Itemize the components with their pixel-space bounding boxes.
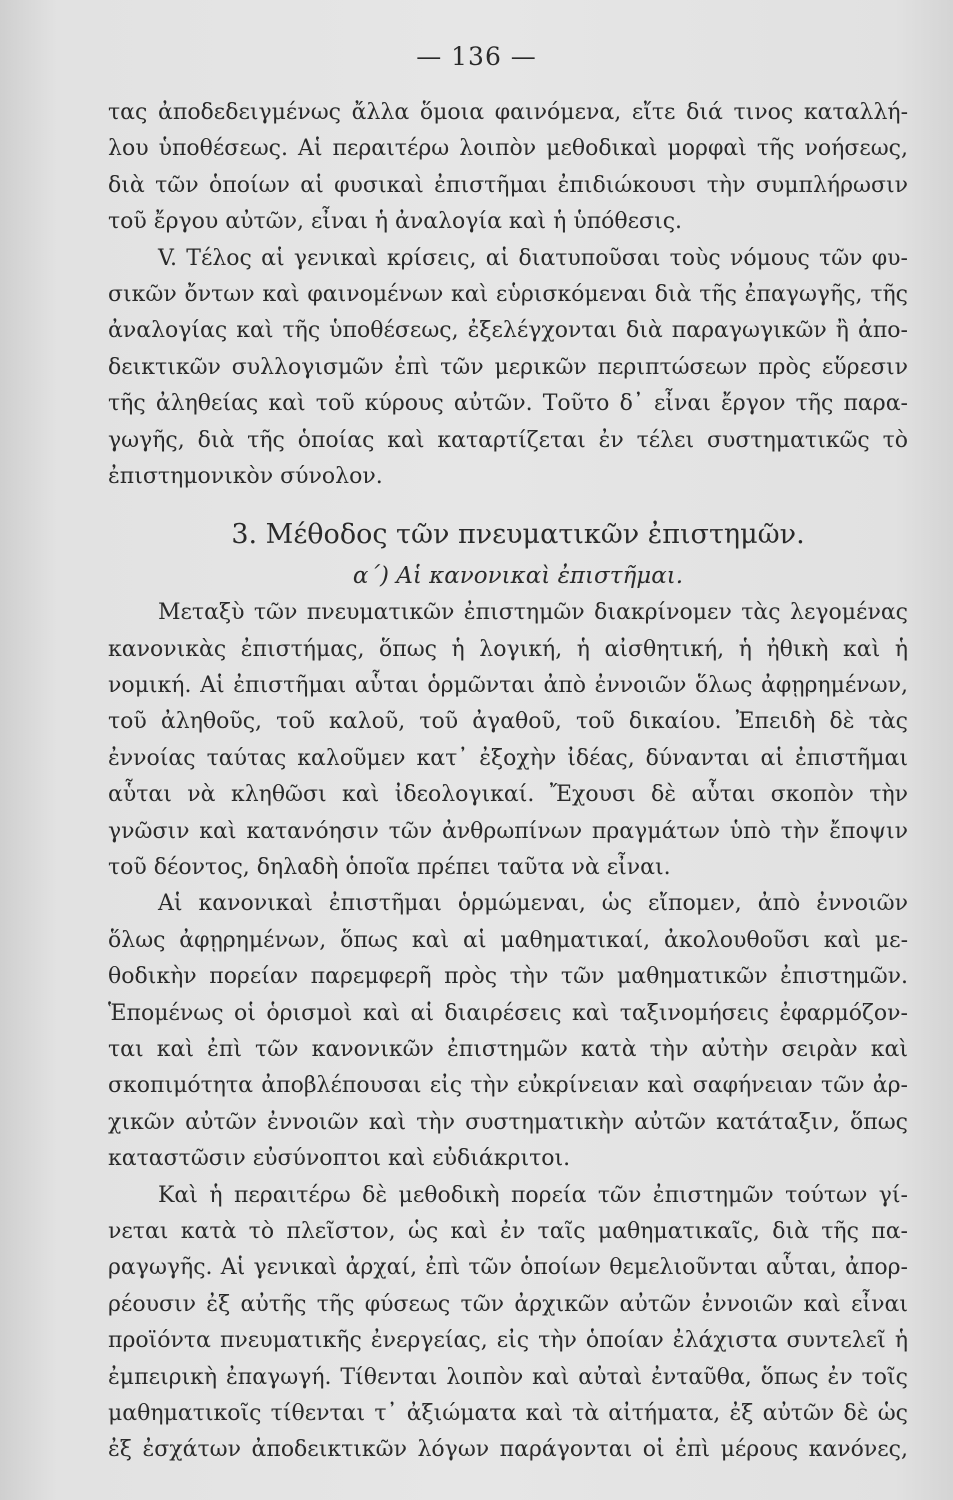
- text-line: ἐξ ἐσχάτων ἀποδεικτικῶν λόγων παράγονται οἱ ἐπὶ μέρους κανόνες,: [108, 1437, 908, 1463]
- paragraph-3: [108, 595, 908, 886]
- text-line: προϊόντα πνευματικῆς ἐνεργείας, εἰς τὴν ὁποίαν ἐλάχιστα συντελεῖ ἡ: [108, 1328, 908, 1354]
- paragraph-1: [108, 95, 908, 241]
- text-line: Μεταξὺ τῶν πνευματικῶν ἐπιστημῶν διακρίνομεν τὰς λεγομένας: [158, 600, 908, 626]
- text-line: δεικτικῶν συλλογισμῶν ἐπὶ τῶν μερικῶν περιπτώσεων πρὸς εὕρεσιν: [108, 354, 908, 380]
- text-line: νεται κατὰ τὸ πλεῖστον, ὡς καὶ ἐν ταῖς μαθηματικαῖς, διὰ τῆς πα-: [108, 1218, 908, 1244]
- text-line: γνῶσιν καὶ κατανόησιν τῶν ἀνθρωπίνων πραγμάτων ὑπὸ τὴν ἔποψιν: [108, 818, 908, 844]
- text-line: τοῦ δέοντος, δηλαδὴ ὁποῖα πρέπει ταῦτα νὰ εἶναι.: [108, 855, 671, 881]
- text-line: μαθηματικοῖς τίθενται τ᾽ ἀξιώματα καὶ τὰ αἰτήματα, ἐξ αὐτῶν δὲ ὡς: [108, 1400, 908, 1426]
- text-line: νομική. Αἱ ἐπιστῆμαι αὗται ὁρμῶνται ἀπὸ ἐννοιῶν ὅλως ἀφῃρημένων,: [108, 673, 908, 699]
- text-line: τας ἀποδεδειγμένως ἄλλα ὅμοια φαινόμενα, εἴτε διά τινος καταλλή-: [108, 100, 908, 125]
- text-line: λου ὑποθέσεως. Αἱ περαιτέρω λοιπὸν μεθοδικαὶ μορφαὶ τῆς νοήσεως,: [108, 136, 908, 162]
- text-line: ρέουσιν ἐξ αὐτῆς τῆς φύσεως τῶν ἀρχικῶν αὐτῶν ἐννοιῶν καὶ εἶναι: [108, 1291, 908, 1317]
- text-line: αὗται νὰ κληθῶσι καὶ ἰδεολογικαί. Ἔχουσι δὲ αὗται σκοπὸν τὴν: [108, 782, 908, 808]
- text-line: σικῶν ὄντων καὶ φαινομένων καὶ εὑρισκόμεναι διὰ τῆς ἐπαγωγῆς, τῆς: [108, 281, 908, 307]
- paragraph-2: [108, 241, 908, 496]
- text-line: γωγῆς, διὰ τῆς ὁποίας καὶ καταρτίζεται ἐν τέλει συστηματικῶς τὸ: [108, 427, 908, 453]
- text-line: διὰ τῶν ὁποίων αἱ φυσικαὶ ἐπιστῆμαι ἐπιδιώκουσι τὴν συμπλήρωσιν: [108, 172, 908, 198]
- text-line: τῆς ἀληθείας καὶ τοῦ κύρους αὐτῶν. Τοῦτο δ᾽ εἶναι ἔργον τῆς παρα-: [108, 391, 908, 417]
- text-line: ὅλως ἀφῃρημένων, ὅπως καὶ αἱ μαθηματικαί, ἀκολουθοῦσι καὶ με-: [108, 927, 908, 953]
- text-line: χικῶν αὐτῶν ἐννοιῶν καὶ τὴν συστηματικὴν αὐτῶν κατάταξιν, ὅπως: [108, 1109, 908, 1135]
- text-line: Αἱ κανονικαὶ ἐπιστῆμαι ὁρμώμεναι, ὡς εἴπομεν, ἀπὸ ἐννοιῶν: [158, 891, 908, 917]
- page-body: [108, 95, 908, 1469]
- text-line: καταστῶσιν εὐσύνοπτοι καὶ εὐδιάκριτοι.: [108, 1146, 571, 1172]
- text-line: ἐμπειρικὴ ἐπαγωγή. Τίθενται λοιπὸν καὶ αὐταὶ ἐνταῦθα, ὅπως ἐν τοῖς: [108, 1364, 908, 1390]
- text-line: θοδικὴν πορείαν παρεμφερῆ πρὸς τὴν τῶν μαθηματικῶν ἐπιστημῶν.: [108, 964, 908, 990]
- text-line: ραγωγῆς. Αἱ γενικαὶ ἀρχαί, ἐπὶ τῶν ὁποίων θεμελιοῦνται αὗται, ἀπορ-: [108, 1255, 908, 1281]
- text-line: ἐπιστημονικὸν σύνολον.: [108, 463, 383, 489]
- page-number: — 136 —: [416, 42, 537, 71]
- text-line: ἐννοίας ταύτας καλοῦμεν κατ᾽ ἐξοχὴν ἰδέας, δύνανται αἱ ἐπιστῆμαι: [108, 745, 908, 771]
- text-line: τοῦ ἔργου αὐτῶν, εἶναι ἡ ἀναλογία καὶ ἡ ὑπόθεσις.: [108, 209, 683, 235]
- text-line: Καὶ ἡ περαιτέρω δὲ μεθοδικὴ πορεία τῶν ἐπιστημῶν τούτων γί-: [158, 1182, 908, 1208]
- section-title: 3. Μέθοδος τῶν πνευματικῶν ἐπιστημῶν.: [231, 519, 805, 551]
- subsection-title: α΄) Αἱ κανονικαὶ ἐπιστῆμαι.: [352, 563, 684, 590]
- text-line: κανονικὰς ἐπιστήμας, ὅπως ἡ λογική, ἡ αἰσθητική, ἡ ἠθικὴ καὶ ἡ: [108, 636, 908, 662]
- text-line: ται καὶ ἐπὶ τῶν κανονικῶν ἐπιστημῶν κατὰ τὴν αὐτὴν σειρὰν καὶ: [108, 1036, 908, 1062]
- paragraph-4: [108, 886, 908, 1177]
- text-line: Ἑπομένως οἱ ὁρισμοὶ καὶ αἱ διαιρέσεις καὶ ταξινομήσεις ἐφαρμόζον-: [108, 1000, 908, 1026]
- text-line: V. Τέλος αἱ γενικαὶ κρίσεις, αἱ διατυποῦσαι τοὺς νόμους τῶν φυ-: [158, 245, 908, 271]
- paragraph-5: [108, 1178, 908, 1469]
- text-line: ἀναλογίας καὶ τῆς ὑποθέσεως, ἐξελέγχονται διὰ παραγωγικῶν ἢ ἀπο-: [108, 318, 908, 344]
- text-line: σκοπιμότητα ἀποβλέπουσαι εἰς τὴν εὐκρίνειαν καὶ σαφήνειαν τῶν ἀρ-: [108, 1073, 908, 1099]
- text-line: τοῦ ἀληθοῦς, τοῦ καλοῦ, τοῦ ἀγαθοῦ, τοῦ δικαίου. Ἐπειδὴ δὲ τὰς: [108, 709, 908, 735]
